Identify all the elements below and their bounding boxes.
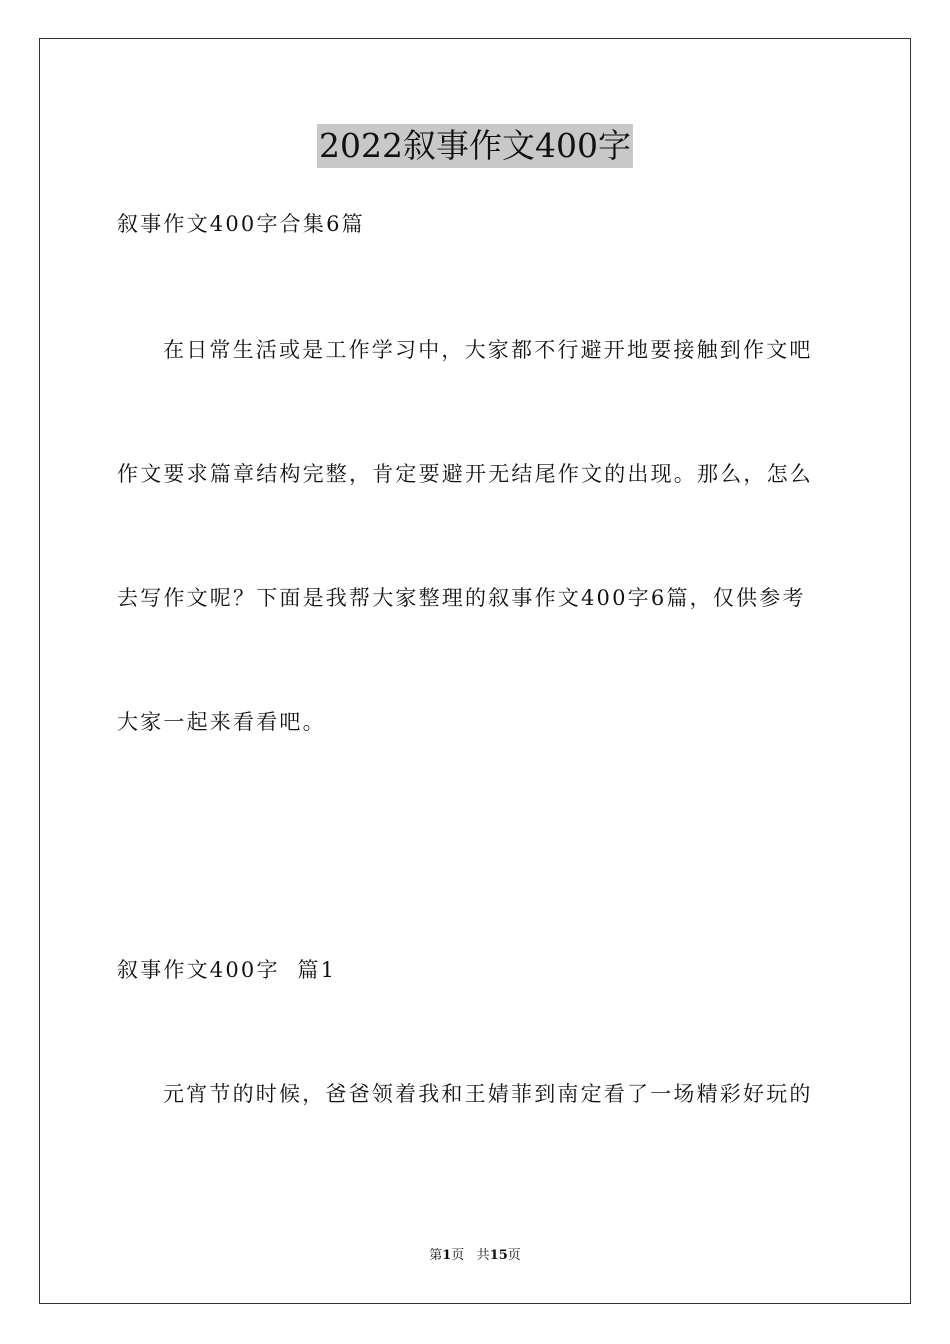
footer-total-unit: 页 <box>507 1248 521 1263</box>
intro-line-1: 在日常生活或是工作学习中，大家都不行避开地要接触到作文吧 <box>163 338 813 362</box>
document-subtitle: 叙事作文400字合集6篇 <box>117 212 365 236</box>
intro-line-2: 作文要求篇章结构完整，肯定要避开无结尾作文的出现。那么，怎么 <box>117 462 813 486</box>
section-heading: 叙事作文400字 篇1 <box>117 958 337 982</box>
document-title: 2022叙事作文400字 <box>317 124 633 168</box>
footer-total-prefix: 共 <box>476 1248 490 1263</box>
section-first-line: 元宵节的时候，爸爸领着我和王婧菲到南定看了一场精彩好玩的 <box>163 1082 813 1106</box>
intro-line-4: 大家一起来看看吧。 <box>117 710 326 734</box>
footer-page-prefix: 第 <box>429 1248 443 1263</box>
page-footer <box>0 1247 950 1265</box>
footer-page-current: 1 <box>442 1248 452 1263</box>
intro-line-3: 去写作文呢？下面是我帮大家整理的叙事作文400字6篇，仅供参考 <box>117 586 806 610</box>
footer-page-unit: 页 <box>451 1248 465 1263</box>
footer-page-total: 15 <box>489 1248 508 1263</box>
title-container <box>0 124 950 168</box>
